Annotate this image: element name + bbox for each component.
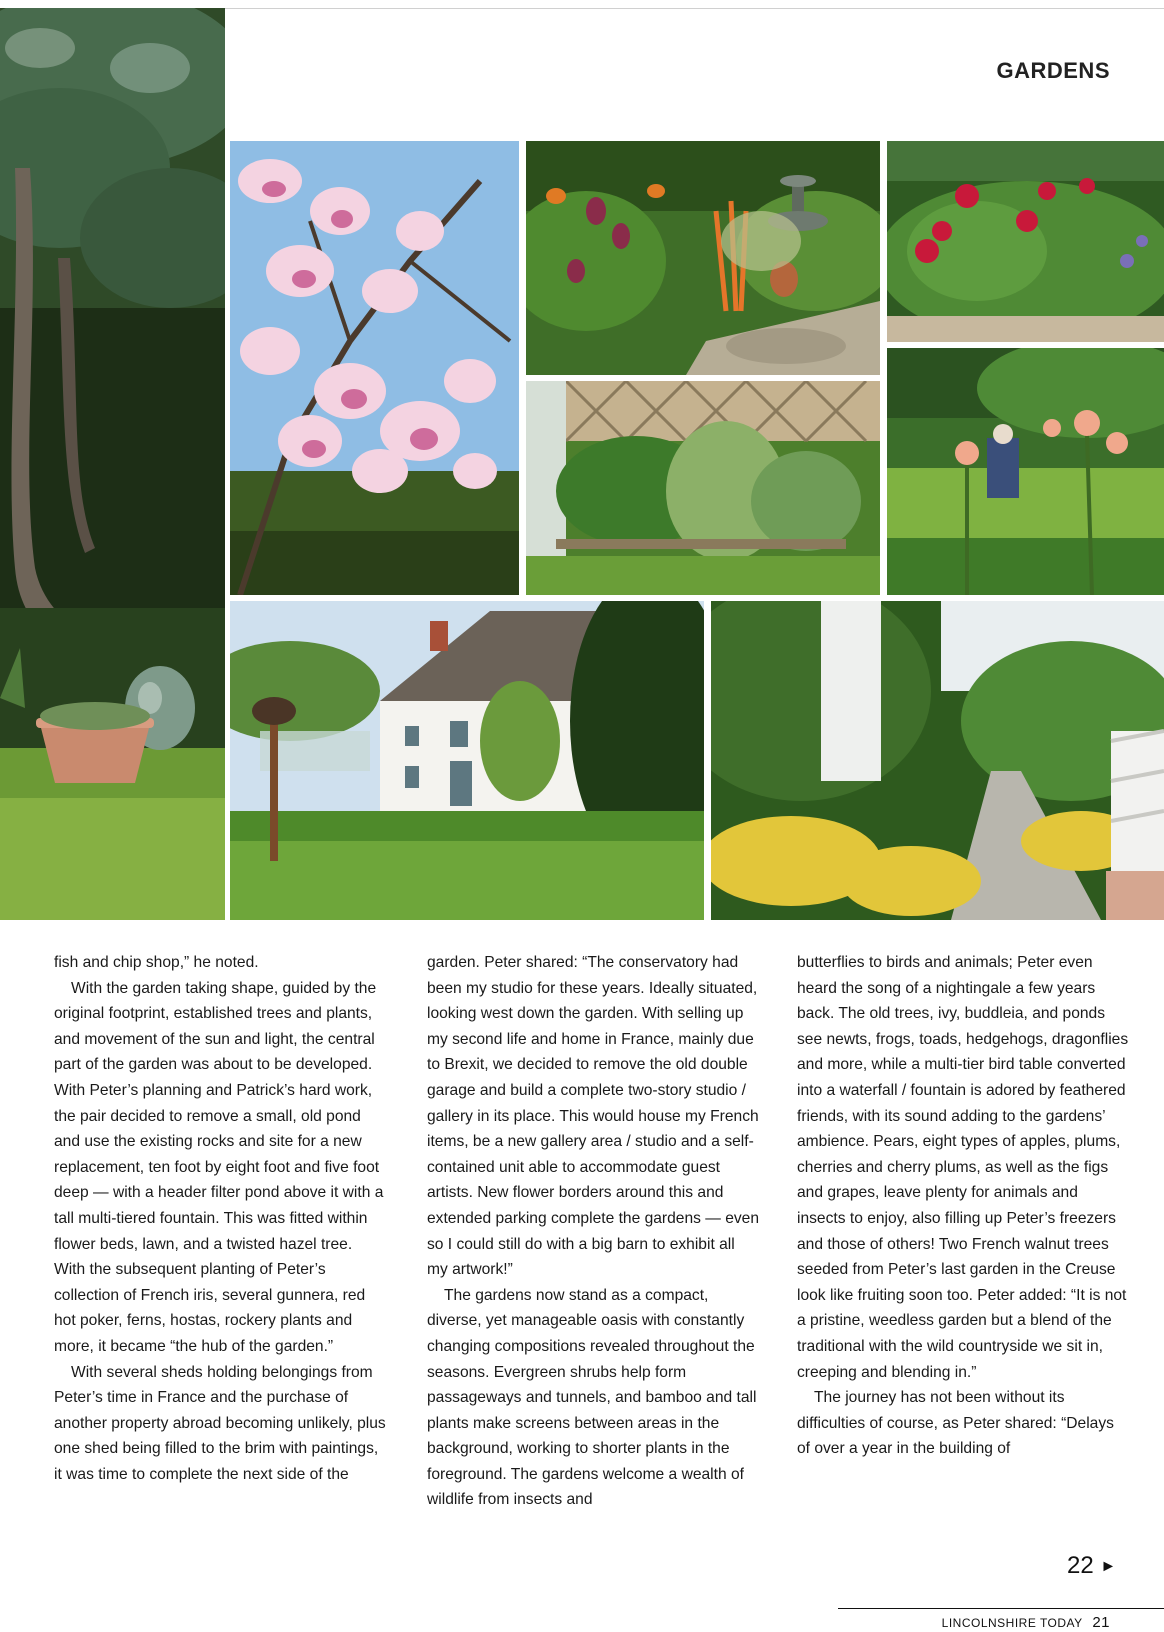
article-paragraph: With several sheds holding belongings from Peter’s time in France and the purchase of another property abroad becoming unlikely, plus one shed being filled to the brim with paintings, it was time to complete the next side of the [54,1363,386,1483]
article-paragraph: butterflies to birds and animals; Peter even heard the song of a nightingale a few years back. The old trees, ivy, buddleia, and ponds see newts, frogs, toads, hedgehogs, dragonflies and more, while a multi-tier bird table converted into a waterfall / fountain is adored by feathered friends, with its sound adding to the gardens’ ambience. Pears, eight types of apples, plums, cherries and cherry plums, as well as the figs and grapes, leave plenty for animals and insects to enjoy, also filling up Peter’s freezers and those of others! Two French walnut trees seeded from Peter’s last garden in the Creuse look like fruiting soon too. Peter added: “It is not a pristine, weedless garden but a blend of the traditional with the wild countryside we sit in, creeping and blending in.” [797,954,1129,1381]
house-garden-photo [230,601,704,920]
garden-path-photo [711,601,1164,920]
article-paragraph: garden. Peter shared: “The conservatory had been my studio for these years. Ideally situated, looking west down the garden. With selling up my second life and home in France, mainly due to Brexit, we decided to remove the old double garage and build a complete two-story studio / gallery in its place. This would house my French items, be a new gallery area / studio and a self-contained unit able to accommodate guest artists. New flower borders around this and extended parking complete the gardens — even so I could still do with a big barn to exhibit all my artwork!” [427,954,760,1279]
magazine-name: LINCOLNSHIRE TODAY [941,1616,1083,1630]
article-paragraph: The journey has not been without its difficulties of course, as Peter shared: “Delays of over a year in the building of [797,1389,1114,1458]
article-column-3 [797,950,1129,1462]
footer-rule [838,1608,1164,1609]
article-paragraph: With the garden taking shape, guided by the original footprint, established trees and plants, and movement of the sun and light, the central part of the garden was about to be developed. With Peter’s planning and Patrick’s hard work, the pair decided to remove a small, old pond and use the existing rocks and site for a new replacement, ten foot by eight foot and five foot deep — with a header filter pond above it with a tall multi-tiered fountain. This was fitted within flower beds, lawn, and a twisted hazel tree. With the subsequent planting of Peter’s collection of French iris, several gunnera, red hot poker, ferns, hostas, rockery plants and more, it became “the hub of the garden.” [54,979,384,1355]
article-paragraph: fish and chip shop,” he noted. [54,954,259,971]
page-number: 21 [1092,1614,1110,1631]
raised-bed-trellis-photo [526,381,880,595]
iris-rockery-fountain-photo [526,141,880,375]
continue-arrow-icon: ► [1100,1558,1117,1575]
article-paragraph: The gardens now stand as a compact, diverse, yet manageable oasis with constantly changing compositions revealed throughout the seasons. Evergreen shrubs help form passageways and tunnels, and bamboo and tall plants make screens between areas in the background, working to shorter plants in the foreground. The gardens welcome a wealth of wildlife from insects and [427,1286,757,1509]
red-peony-bed-photo [887,141,1164,342]
tree-ivy-planter-photo [0,8,225,920]
continued-page-number: 22 [1067,1552,1094,1579]
page-footer [942,1614,1110,1631]
article-column-2 [427,950,759,1513]
article-column-1 [54,950,386,1487]
section-label: GARDENS [996,58,1110,83]
lawn-hollyhocks-photo [887,348,1164,595]
magnolia-blossom-photo [230,141,519,595]
continued-on-page-link[interactable] [1067,1552,1116,1580]
